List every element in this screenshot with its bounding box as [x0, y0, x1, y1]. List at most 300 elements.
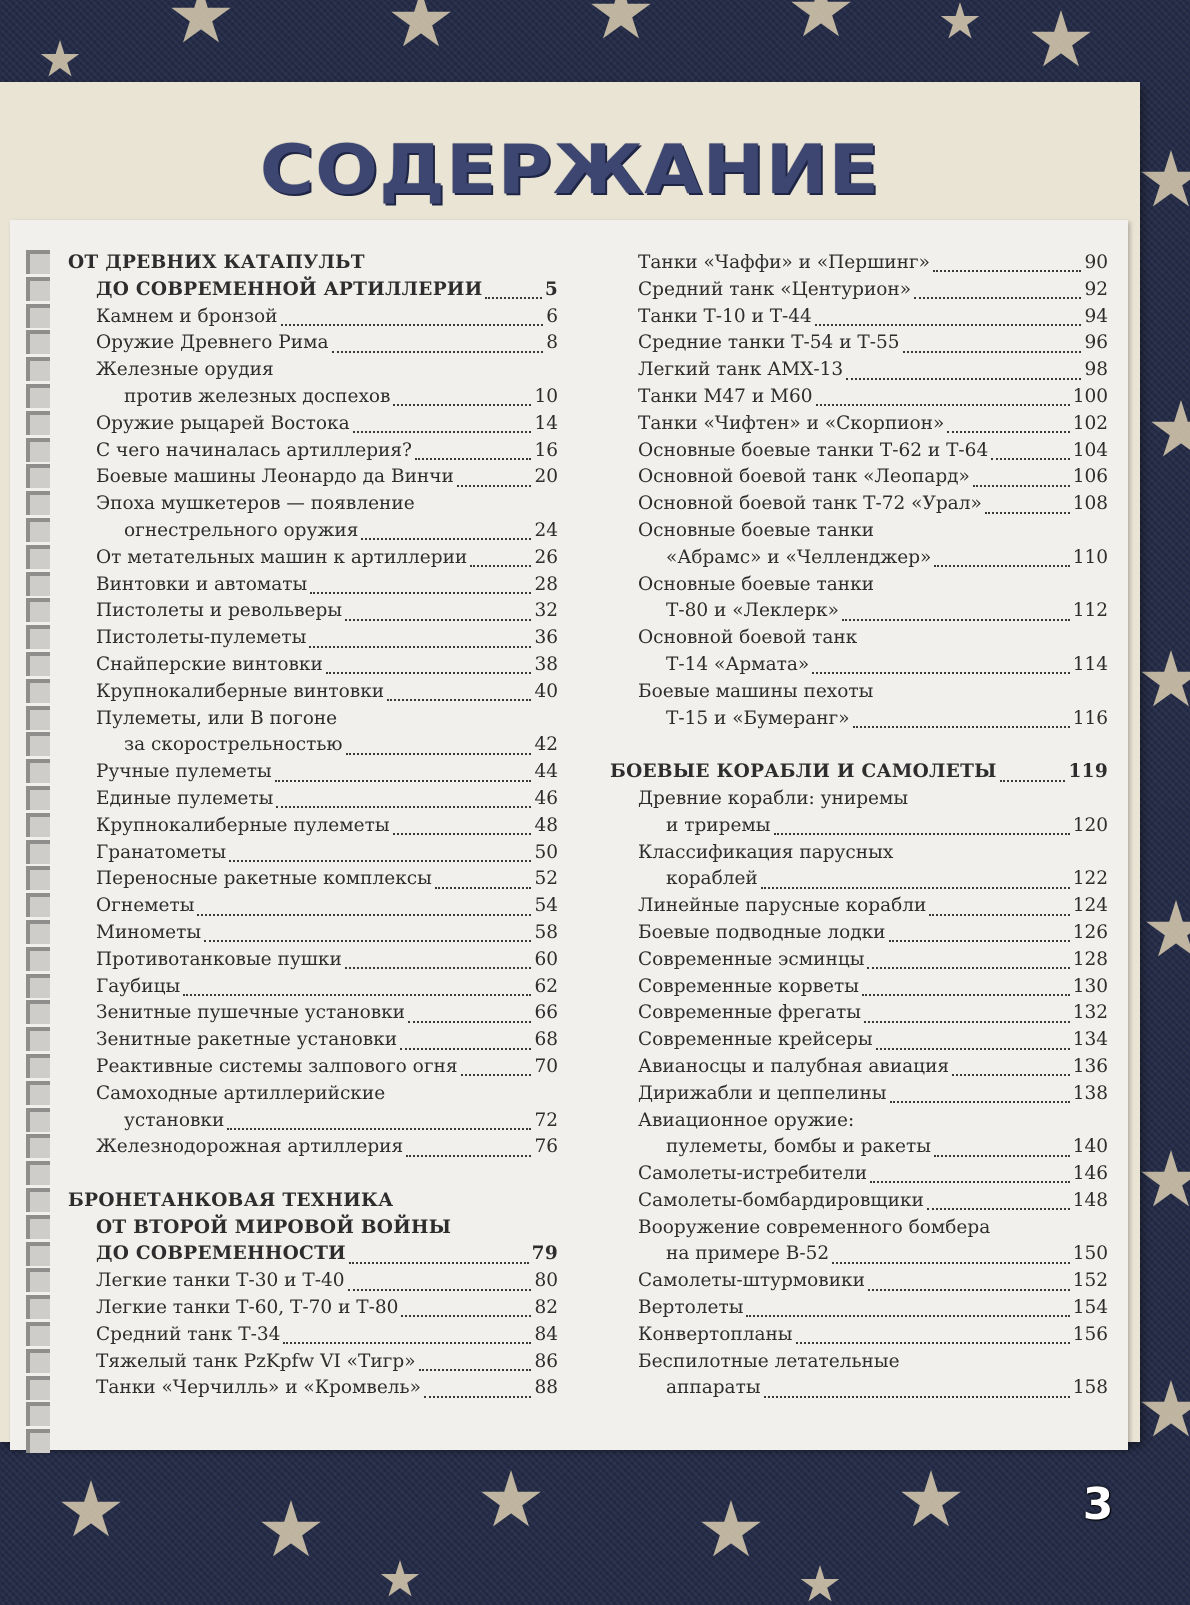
dot-leader	[424, 1392, 532, 1398]
binder-ring	[26, 679, 50, 703]
toc-entry-title: От метательных машин к артиллерии	[96, 546, 468, 568]
toc-entry-page: 86	[534, 1350, 558, 1372]
toc-entry	[68, 786, 558, 813]
toc-entry-page: 110	[1072, 546, 1108, 568]
toc-entry	[610, 679, 1108, 706]
toc-entry-title: Эпоха мушкетеров — появление	[96, 493, 415, 515]
toc-entry-page: 140	[1072, 1136, 1108, 1158]
dot-leader	[332, 347, 544, 353]
toc-entry	[610, 1295, 1108, 1322]
star-icon	[1150, 400, 1190, 462]
binder-ring	[26, 1295, 50, 1319]
toc-entry	[610, 304, 1108, 331]
toc-entry	[610, 598, 1108, 625]
contents-sheet	[10, 220, 1128, 1450]
toc-entry-title: кораблей	[666, 868, 758, 890]
toc-entry	[610, 464, 1108, 491]
toc-entry	[68, 920, 558, 947]
toc-entry-title: Т-15 и «Бумеранг»	[666, 707, 850, 729]
toc-entry-title: Танки М47 и М60	[638, 385, 813, 407]
dot-leader	[947, 427, 1069, 433]
toc-entry-title: Авиационное оружие:	[638, 1109, 855, 1131]
toc-entry-page: 70	[534, 1055, 558, 1077]
toc-entry	[68, 357, 558, 384]
binder-ring	[26, 920, 50, 944]
toc-entry-page: 42	[534, 734, 558, 756]
toc-entry	[68, 1000, 558, 1027]
toc-entry	[68, 974, 558, 1001]
dot-leader	[903, 347, 1082, 353]
dot-leader	[419, 1365, 532, 1371]
toc-entry-title: Самолеты-истребители	[638, 1163, 868, 1185]
toc-entry-page: 10	[534, 385, 558, 407]
toc-entry-page: 80	[534, 1270, 558, 1292]
toc-entry-title: Пулеметы, или В погоне	[96, 707, 338, 729]
dot-leader	[197, 910, 531, 916]
toc-entry-title: Легкие танки Т-60, Т-70 и Т-80	[96, 1297, 399, 1319]
toc-entry-page: 100	[1072, 385, 1108, 407]
toc-entry-page: 112	[1072, 600, 1108, 622]
toc-entry-title: ОТ ДРЕВНИХ КАТАПУЛЬТ	[68, 252, 365, 273]
dot-leader	[761, 883, 1070, 889]
toc-entry-page: 96	[1084, 332, 1108, 354]
toc-entry	[610, 330, 1108, 357]
toc-entry	[68, 625, 558, 652]
toc-entry	[68, 1027, 558, 1054]
binder-ring	[26, 1027, 50, 1051]
toc-entry	[610, 866, 1108, 893]
toc-entry	[68, 1108, 558, 1135]
star-icon	[1140, 1380, 1190, 1442]
section-gap	[68, 1161, 558, 1188]
dot-leader	[764, 1392, 1070, 1398]
binder-ring	[26, 1322, 50, 1346]
toc-entry	[68, 866, 558, 893]
toc-entry-title: Танки Т-10 и Т-44	[638, 305, 812, 327]
toc-entry	[610, 920, 1108, 947]
toc-entry-page: 58	[534, 921, 558, 943]
binder-ring	[26, 732, 50, 756]
toc-entry	[610, 786, 1108, 813]
toc-entry-title: БРОНЕТАНКОВАЯ ТЕХНИКА	[68, 1189, 394, 1211]
toc-entry	[610, 706, 1108, 733]
star-icon	[700, 1500, 762, 1562]
toc-entry	[610, 491, 1108, 518]
toc-entry-title: Конвертопланы	[638, 1323, 793, 1345]
toc-entry	[68, 1322, 558, 1349]
dot-leader	[934, 561, 1069, 567]
toc-entry-page: 156	[1072, 1323, 1108, 1345]
toc-entry-title: Линейные парусные корабли	[638, 895, 927, 917]
toc-entry-page: 126	[1072, 921, 1108, 943]
toc-entry	[610, 840, 1108, 867]
binder-ring	[26, 786, 50, 810]
star-icon	[1030, 10, 1092, 72]
binder-ring	[26, 1215, 50, 1239]
toc-entry	[68, 706, 558, 733]
toc-entry	[610, 277, 1108, 304]
binder-ring	[26, 706, 50, 730]
dot-leader	[815, 320, 1082, 326]
toc-entry	[68, 840, 558, 867]
toc-entry	[610, 974, 1108, 1001]
toc-entry-title: Оружие рыцарей Востока	[96, 412, 350, 434]
toc-entry-page: 68	[534, 1029, 558, 1051]
toc-entry-title: Основной боевой танк «Леопард»	[638, 466, 970, 488]
toc-entry-page: 16	[534, 439, 558, 461]
star-icon	[170, 0, 232, 48]
toc-entry-page: 38	[534, 653, 558, 675]
star-icon	[1140, 650, 1190, 712]
toc-entry-page: 152	[1072, 1270, 1108, 1292]
toc-entry-title: Основные боевые танки Т-62 и Т-64	[638, 439, 989, 461]
binder-ring	[26, 840, 50, 864]
toc-entry	[610, 625, 1108, 652]
toc-entry-page: 46	[534, 787, 558, 809]
toc-entry-title: Железные орудия	[96, 359, 274, 381]
toc-entry	[68, 947, 558, 974]
dot-leader	[816, 400, 1070, 406]
star-icon	[380, 1560, 420, 1600]
toc-entry	[68, 1375, 558, 1402]
toc-entry	[68, 1134, 558, 1161]
dot-leader	[227, 1124, 531, 1130]
binder-ring	[26, 464, 50, 488]
dot-leader	[842, 615, 1070, 621]
dot-leader	[283, 1338, 531, 1344]
toc-entry-title: Камнем и бронзой	[96, 305, 278, 327]
toc-entry-title: Современные крейсеры	[638, 1029, 873, 1051]
binder-ring	[26, 1188, 50, 1212]
dot-leader	[867, 963, 1069, 969]
toc-entry	[68, 438, 558, 465]
toc-entry	[610, 384, 1108, 411]
binder-ring	[26, 813, 50, 837]
binder-ring	[26, 1429, 50, 1453]
binder-ring	[26, 1134, 50, 1158]
toc-entry-title: Средние танки Т-54 и Т-55	[638, 332, 900, 354]
dot-leader	[862, 990, 1070, 996]
page-number: 3	[1082, 1479, 1114, 1530]
toc-entry-page: 14	[534, 412, 558, 434]
toc-entry-title: пулеметы, бомбы и ракеты	[666, 1136, 931, 1158]
star-icon	[260, 1500, 322, 1562]
dot-leader	[796, 1338, 1070, 1344]
toc-entry-title: Легкий танк АМХ-13	[638, 359, 844, 381]
dot-leader	[229, 856, 531, 862]
toc-entry	[68, 813, 558, 840]
toc-entry-page: 90	[1084, 252, 1108, 273]
toc-entry-page: 132	[1072, 1002, 1108, 1024]
toc-entry	[68, 545, 558, 572]
toc-entry-title: Основные боевые танки	[638, 573, 874, 595]
toc-entry-title: Самоходные артиллерийские	[96, 1082, 386, 1104]
toc-entry-title: Т-80 и «Леклерк»	[666, 600, 839, 622]
dot-leader	[461, 1070, 532, 1076]
toc-entry	[68, 679, 558, 706]
dot-leader	[868, 1285, 1070, 1291]
toc-entry-page: 88	[534, 1377, 558, 1399]
binder-ring	[26, 974, 50, 998]
toc-entry-title: Вертолеты	[638, 1297, 744, 1319]
toc-entry	[610, 1027, 1108, 1054]
page-paper	[0, 82, 1140, 1442]
toc-entry	[68, 893, 558, 920]
toc-entry-page: 136	[1072, 1055, 1108, 1077]
dot-leader	[408, 1017, 531, 1023]
toc-entry-page: 120	[1072, 814, 1108, 836]
toc-entry-page: 8	[546, 332, 558, 354]
dot-leader	[846, 374, 1081, 380]
dot-leader	[457, 481, 532, 487]
dot-leader	[929, 910, 1069, 916]
binder-ring	[26, 250, 50, 274]
binder-ring	[26, 1349, 50, 1373]
toc-entry-title: Гранатометы	[96, 841, 227, 863]
star-icon	[940, 2, 980, 42]
toc-entry	[68, 572, 558, 599]
toc-entry-title: ДО СОВРЕМЕННОСТИ	[96, 1243, 346, 1265]
toc-section-heading	[68, 1215, 558, 1242]
toc-entry	[610, 947, 1108, 974]
star-icon	[40, 40, 80, 80]
toc-entry	[68, 1081, 558, 1108]
toc-entry-title: Танки «Чифтен» и «Скорпион»	[638, 412, 945, 434]
toc-entry-title: ОТ ВТОРОЙ МИРОВОЙ ВОЙНЫ	[96, 1216, 452, 1238]
dot-leader	[309, 642, 531, 648]
toc-entry-title: Основные боевые танки	[638, 519, 874, 541]
toc-section-heading	[68, 277, 558, 304]
binder-ring	[26, 545, 50, 569]
toc-entry-page: 84	[534, 1323, 558, 1345]
toc-entry-title: за скорострельностью	[124, 734, 343, 756]
star-icon	[900, 1470, 962, 1532]
star-icon	[1140, 150, 1190, 212]
toc-entry-page: 114	[1072, 653, 1108, 675]
binder-ring	[26, 625, 50, 649]
toc-entry-page: 158	[1072, 1377, 1108, 1399]
toc-entry-page: 154	[1072, 1297, 1108, 1319]
star-icon	[390, 0, 452, 52]
toc-entry-title: Средний танк «Центурион»	[638, 278, 912, 300]
toc-entry	[610, 1322, 1108, 1349]
star-icon	[590, 0, 652, 44]
toc-entry	[610, 545, 1108, 572]
toc-entry	[68, 1268, 558, 1295]
dot-leader	[485, 293, 541, 299]
dot-leader	[812, 668, 1070, 674]
toc-entry-page: 134	[1072, 1029, 1108, 1051]
dot-leader	[889, 936, 1070, 942]
toc-entry	[610, 652, 1108, 679]
toc-entry-title: аппараты	[666, 1377, 761, 1399]
dot-leader	[345, 963, 532, 969]
toc-entry-page: 122	[1072, 868, 1108, 890]
binder-ring	[26, 1268, 50, 1292]
toc-entry	[610, 1134, 1108, 1161]
toc-entry	[610, 1081, 1108, 1108]
toc-entry-page: 32	[534, 600, 558, 622]
binder-ring	[26, 598, 50, 622]
toc-column-right	[610, 250, 1108, 1402]
toc-entry-title: Боевые машины Леонардо да Винчи	[96, 466, 454, 488]
toc-entry	[610, 250, 1108, 277]
toc-entry-title: Основной боевой танк	[638, 627, 858, 649]
dot-leader	[401, 1311, 531, 1317]
toc-entry-page: 130	[1072, 975, 1108, 997]
toc-entry-title: Боевые машины пехоты	[638, 680, 874, 702]
dot-leader	[435, 883, 532, 889]
toc-entry-title: Ручные пулеметы	[96, 761, 272, 783]
binder-ring	[26, 357, 50, 381]
dot-leader	[387, 695, 531, 701]
dot-leader	[870, 1177, 1070, 1183]
toc-entry-page: 82	[534, 1297, 558, 1319]
binder-ring	[26, 518, 50, 542]
toc-entry	[68, 1349, 558, 1376]
toc-entry-page: 66	[534, 1002, 558, 1024]
toc-entry	[68, 598, 558, 625]
toc-entry	[68, 384, 558, 411]
toc-entry-title: Самолеты-бомбардировщики	[638, 1189, 924, 1211]
toc-column-left	[68, 250, 558, 1402]
toc-entry	[610, 1000, 1108, 1027]
toc-entry-title: Тяжелый танк PzKpfw VI «Тигр»	[96, 1350, 416, 1372]
dot-leader	[275, 776, 532, 782]
toc-entry-title: на примере В-52	[666, 1243, 830, 1265]
dot-leader	[310, 588, 531, 594]
toc-entry-title: Реактивные системы залпового огня	[96, 1055, 458, 1077]
dot-leader	[400, 1044, 531, 1050]
dot-leader	[985, 508, 1070, 514]
dot-leader	[393, 829, 532, 835]
toc-entry-title: Единые пулеметы	[96, 787, 274, 809]
toc-entry-title: «Абрамс» и «Челленджер»	[666, 546, 932, 568]
toc-entry-title: Винтовки и автоматы	[96, 573, 308, 595]
toc-entry	[610, 1054, 1108, 1081]
binder-ring	[26, 411, 50, 435]
toc-entry-page: 94	[1084, 305, 1108, 327]
toc-entry	[68, 464, 558, 491]
star-icon	[1145, 900, 1190, 962]
binder-ring	[26, 277, 50, 301]
binder-ring	[26, 1402, 50, 1426]
toc-entry-title: Танки «Чаффи» и «Першинг»	[638, 252, 930, 273]
star-icon	[800, 1565, 840, 1605]
toc-entry-page: 36	[534, 627, 558, 649]
toc-section-heading	[68, 1188, 558, 1215]
toc-entry	[68, 1295, 558, 1322]
toc-entry-title: Легкие танки Т-30 и Т-40	[96, 1270, 345, 1292]
toc-entry	[610, 1161, 1108, 1188]
dot-leader	[326, 668, 532, 674]
binder-ring	[26, 330, 50, 354]
dot-leader	[361, 534, 531, 540]
toc-entry	[68, 1054, 558, 1081]
toc-entry-title: Гаубицы	[96, 975, 181, 997]
toc-entry-title: Переносные ракетные комплексы	[96, 868, 432, 890]
dot-leader	[281, 320, 544, 326]
toc-entry	[610, 1241, 1108, 1268]
toc-entry-page: 50	[534, 841, 558, 863]
toc-entry-title: огнестрельного оружия	[124, 519, 359, 541]
toc-entry	[610, 438, 1108, 465]
section-gap	[610, 732, 1108, 759]
star-icon	[790, 0, 852, 42]
toc-entry	[68, 518, 558, 545]
toc-entry	[610, 1268, 1108, 1295]
toc-entry-title: Танки «Черчилль» и «Кромвель»	[96, 1377, 421, 1399]
toc-entry-page: 128	[1072, 948, 1108, 970]
toc-entry-title: С чего начиналась артиллерия?	[96, 439, 412, 461]
toc-entry-title: Боевые подводные лодки	[638, 921, 886, 943]
binder-ring	[26, 652, 50, 676]
toc-entry-title: Крупнокалиберные пулеметы	[96, 814, 390, 836]
toc-entry-title: Железнодорожная артиллерия	[96, 1136, 404, 1158]
toc-entry-page: 106	[1072, 466, 1108, 488]
toc-entry-page: 52	[534, 868, 558, 890]
toc-entry	[610, 1188, 1108, 1215]
toc-entry-title: Минометы	[96, 921, 202, 943]
toc-entry-title: ДО СОВРЕМЕННОЙ АРТИЛЛЕРИИ	[96, 278, 483, 300]
toc-entry-page: 48	[534, 814, 558, 836]
toc-entry-title: Пистолеты и револьверы	[96, 600, 343, 622]
toc-entry-title: Беспилотные летательные	[638, 1350, 900, 1372]
dot-leader	[276, 802, 531, 808]
toc-entry-title: Огнеметы	[96, 895, 195, 917]
binder-ring	[26, 1108, 50, 1132]
dot-leader	[183, 990, 531, 996]
toc-entry	[68, 411, 558, 438]
toc-section-heading	[68, 1241, 558, 1268]
toc-entry-title: установки	[124, 1109, 225, 1131]
toc-entry	[610, 893, 1108, 920]
dot-leader	[914, 293, 1081, 299]
dot-leader	[1000, 776, 1066, 782]
dot-leader	[934, 1151, 1070, 1157]
binder-ring	[26, 572, 50, 596]
dot-leader	[973, 481, 1070, 487]
toc-entry-page: 6	[546, 305, 558, 327]
toc-entry	[610, 357, 1108, 384]
toc-entry-page: 116	[1072, 707, 1108, 729]
toc-entry-page: 108	[1072, 493, 1108, 515]
binder-ring	[26, 438, 50, 462]
toc-entry	[610, 1375, 1108, 1402]
dot-leader	[952, 1070, 1070, 1076]
toc-entry-page: 124	[1072, 895, 1108, 917]
toc-entry	[68, 304, 558, 331]
toc-entry	[610, 518, 1108, 545]
toc-entry-title: Снайперские винтовки	[96, 653, 323, 675]
toc-entry	[68, 759, 558, 786]
dot-leader	[349, 1258, 529, 1264]
toc-entry-page: 150	[1072, 1243, 1108, 1265]
binder-ring	[26, 1376, 50, 1400]
toc-entry-page: 44	[534, 761, 558, 783]
toc-entry-title: и триремы	[666, 814, 771, 836]
dot-leader	[204, 936, 531, 942]
binder-ring	[26, 491, 50, 515]
binder-ring	[26, 304, 50, 328]
toc-entry-page: 24	[534, 519, 558, 541]
toc-entry-page: 79	[531, 1243, 558, 1265]
toc-entry	[610, 813, 1108, 840]
toc-entry-title: Т-14 «Армата»	[666, 653, 810, 675]
toc-entry-page: 98	[1084, 359, 1108, 381]
toc-entry	[68, 330, 558, 357]
dot-leader	[746, 1311, 1069, 1317]
